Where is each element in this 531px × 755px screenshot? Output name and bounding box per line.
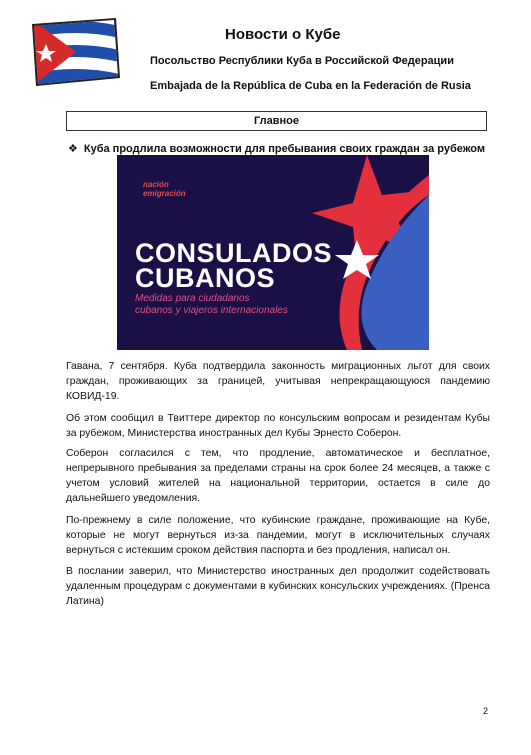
- article-paragraph: Гавана, 7 сентября. Куба подтвердила законность миграционных льгот для своих граждан, проживающих за границей, учитывая непрекращающуюся пандемию КОВИД-19.: [66, 361, 490, 402]
- article-paragraph: В послании заверил, что Министерство иностранных дел продолжит содействовать удаленным процедурам с документами в кубинских консульских учреждениях. (Пренса Латина): [66, 566, 490, 607]
- banner-title: [135, 238, 333, 293]
- banner-tag-line2: emigración: [143, 189, 186, 198]
- banner-caption-line2: cubanos y viajeros internacionales: [135, 305, 288, 316]
- banner-caption-line1: Medidas para ciudadanos: [135, 293, 250, 304]
- embassy-name-russian: Посольство Республики Куба в Российской Федерации: [150, 55, 454, 67]
- banner-tag: [143, 180, 186, 198]
- embassy-name-spanish: Embajada de la República de Cuba en la Federación de Rusia: [150, 80, 471, 92]
- page-number: 2: [483, 706, 489, 716]
- diamond-bullet-icon: ❖: [68, 143, 78, 155]
- banner-title-line2: CUBANOS: [135, 263, 276, 293]
- article-banner-image: [117, 155, 429, 350]
- banner-caption: [135, 293, 288, 317]
- banner-tag-line1: nación: [143, 180, 169, 189]
- page-title: Новости о Кубе: [225, 26, 341, 43]
- headline-text: Куба продлила возможности для пребывания своих граждан за рубежом: [83, 143, 485, 155]
- article-headline: [68, 142, 485, 155]
- banner-title-line1: CONSULADOS: [135, 238, 333, 268]
- flag-icon: [30, 18, 120, 86]
- cuban-flag-logo: [30, 18, 120, 86]
- article-paragraph: По-прежнему в силе положение, что кубинские граждане, проживающие на Кубе, которые не могут вернуться из-за пандемии, могут в исключительных случаях вернуться с истекшим сроком действия паспорта и без продления, написал он.: [66, 515, 490, 556]
- article-paragraph: Об этом сообщил в Твиттере директор по консульским вопросам и резидентам Кубы за рубежом, Министерства иностранных дел Кубы Эрнесто Соберон.: [66, 413, 490, 439]
- section-label: Главное: [66, 111, 487, 131]
- article-paragraph: Соберон согласился с тем, что продление, автоматическое и бесплатное, непрерывного пребывания за пределами страны на срок более 24 месяцев, а также с учетом условий жителей на национальной территории, остается в силе до дальнейшего уведомления.: [66, 448, 490, 504]
